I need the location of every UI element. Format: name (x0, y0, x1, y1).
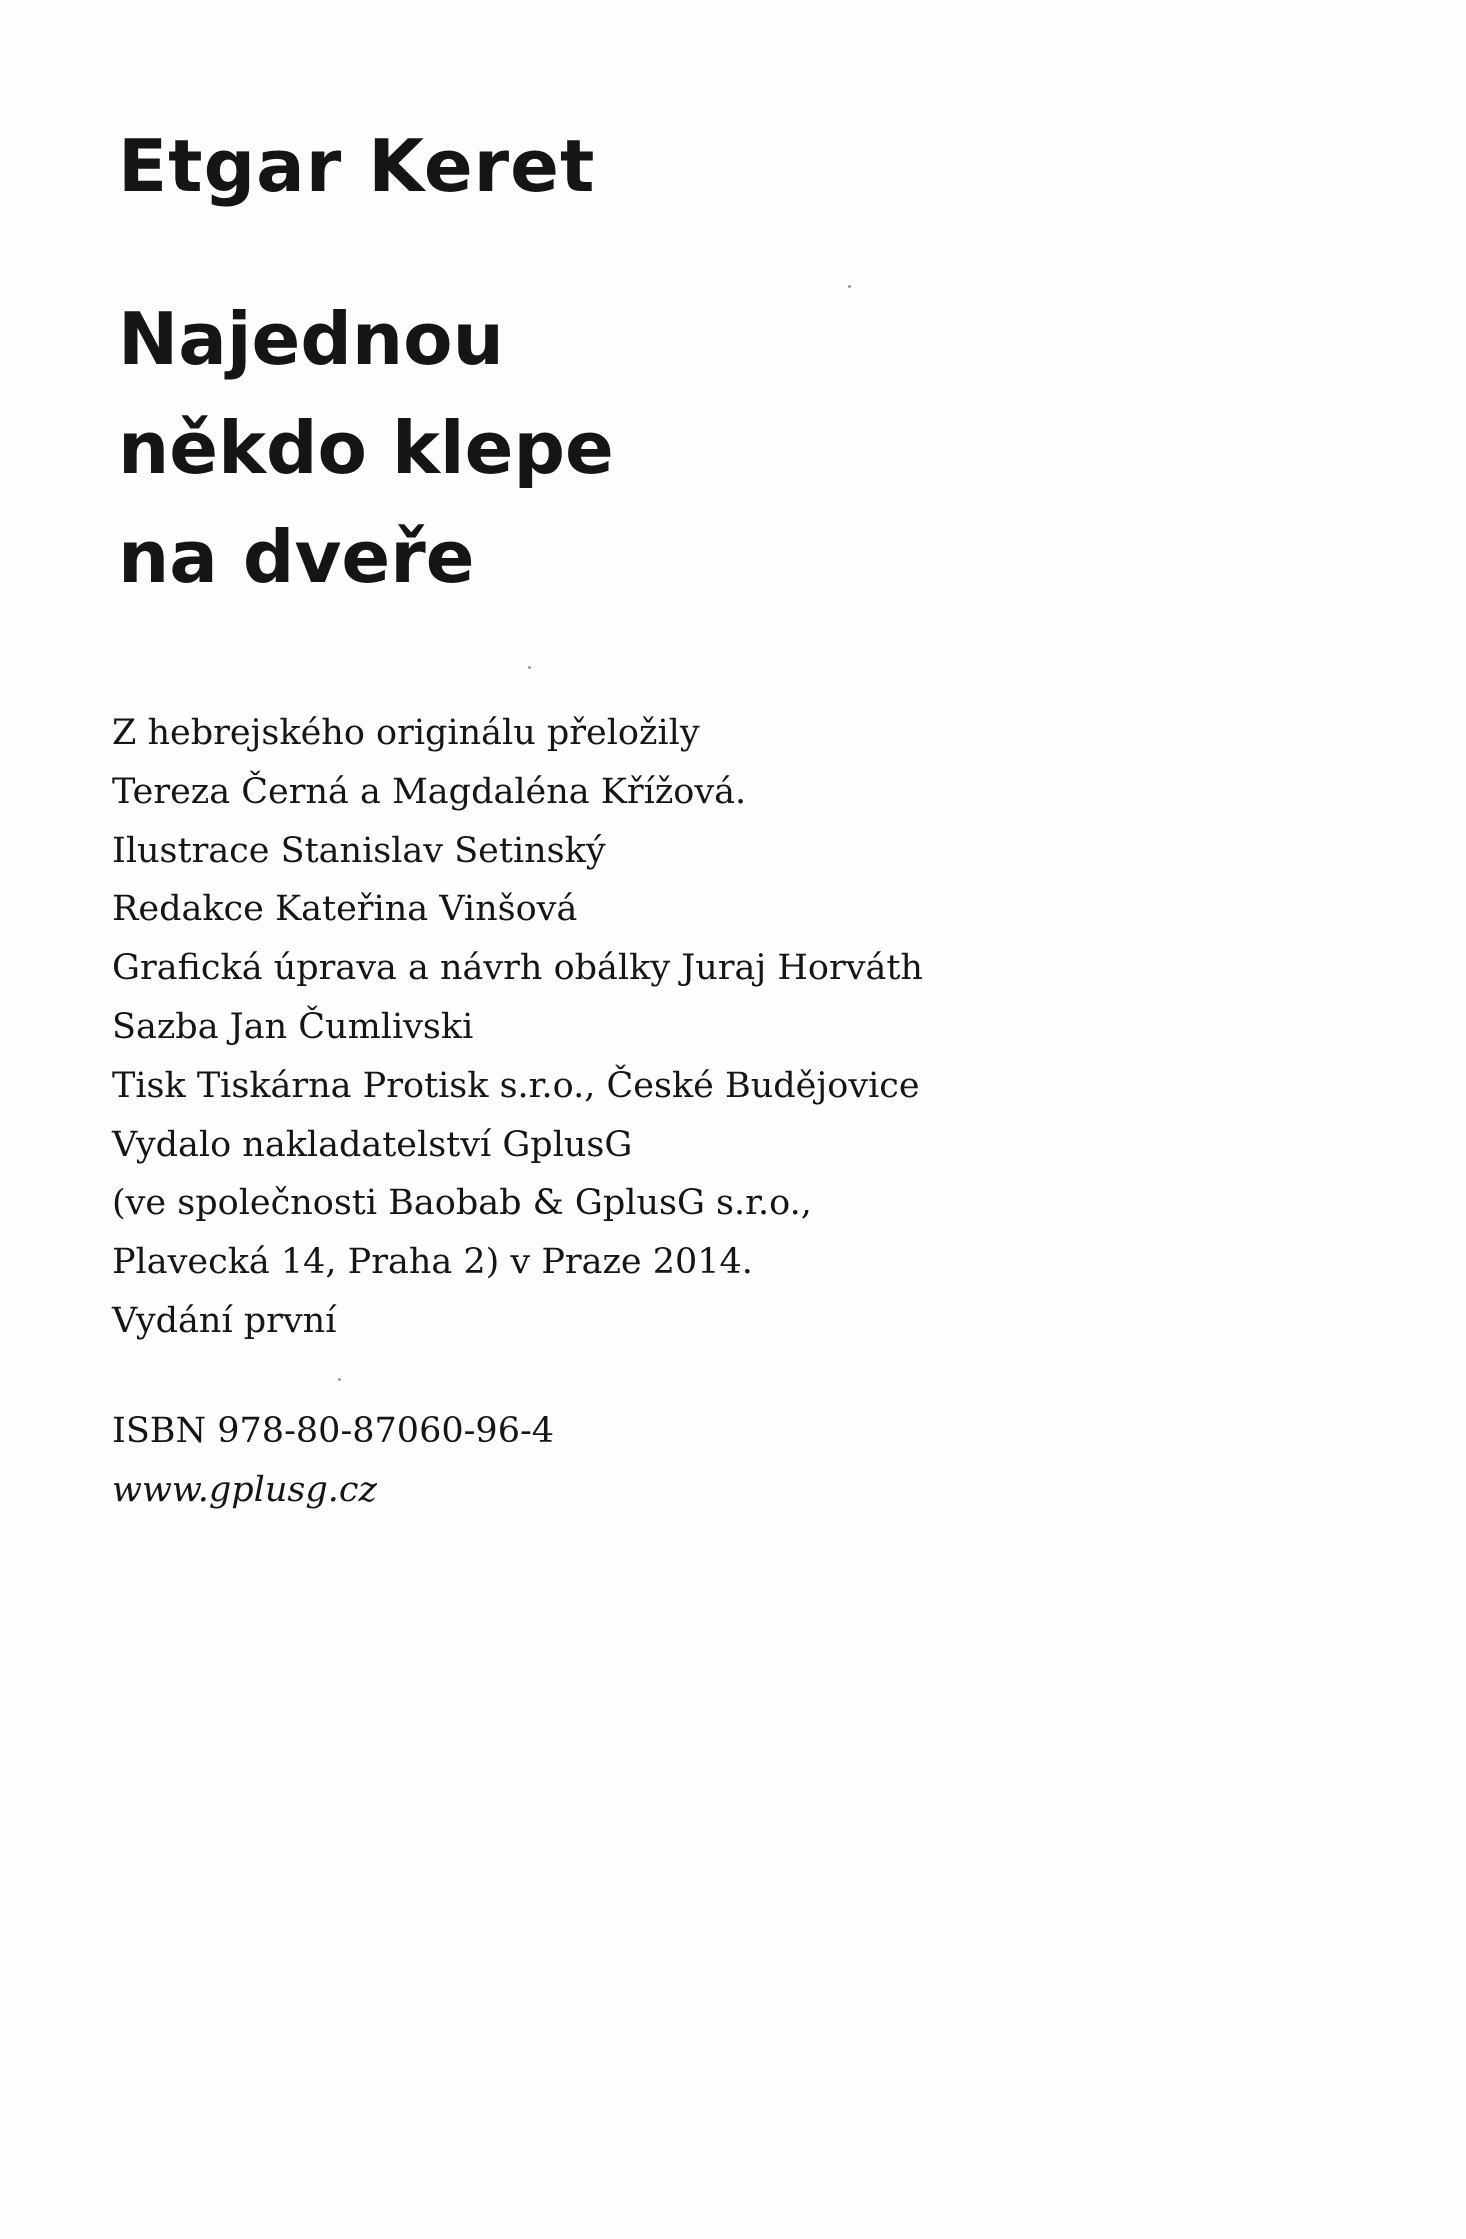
paper-speck (848, 285, 851, 288)
credit-line: Plavecká 14, Praha 2) v Praze 2014. (112, 1242, 753, 1283)
website-link[interactable]: www.gplusg.cz (112, 1470, 377, 1510)
paper-speck (528, 666, 531, 669)
credit-line: Tisk Tiskárna Protisk s.r.o., České Budějovice (112, 1065, 920, 1106)
credit-line: Vydalo nakladatelství GplusG (112, 1124, 633, 1165)
credit-line: Z hebrejského originálu přeložily (112, 713, 700, 753)
credits-block (112, 704, 923, 1351)
paper-speck (338, 1378, 341, 1381)
credit-line: Sazba Jan Čumlivski (112, 1006, 474, 1047)
title-line: na dveře (118, 515, 475, 599)
credit-line: Redakce Kateřina Vinšová (112, 889, 578, 930)
credit-line: Ilustrace Stanislav Setinský (112, 830, 606, 871)
credit-line: Vydání první (112, 1300, 337, 1341)
credit-line: Tereza Černá a Magdaléna Křížová. (112, 771, 747, 812)
title-line: Najednou (118, 297, 504, 381)
credit-line: (ve společnosti Baobab & GplusG s.r.o., (112, 1183, 812, 1224)
title-line: někdo klepe (118, 406, 614, 490)
credit-line: Grafická úprava a návrh obálky Juraj Horváth (112, 948, 923, 989)
isbn-line: ISBN 978-80-87060-96-4 (112, 1411, 555, 1451)
author-name: Etgar Keret (118, 124, 596, 208)
book-title (118, 285, 614, 612)
